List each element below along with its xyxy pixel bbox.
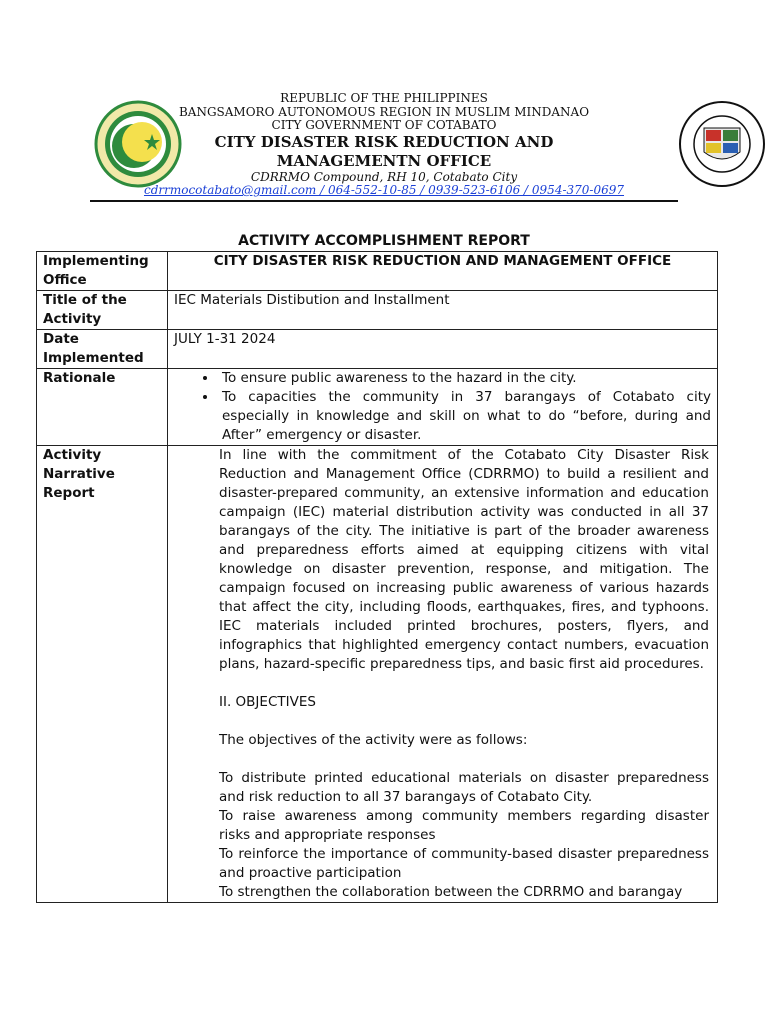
table-row — [37, 330, 718, 369]
list-item: • To ensure public awareness to the hazard in the city. — [218, 369, 711, 388]
label-text: Activity — [43, 311, 102, 327]
date-implemented-value: JULY 1-31 2024 — [168, 330, 718, 369]
objective-item: To distribute printed educational materials on disaster preparedness and risk reduction to all 37 barangays of Cotabato City. — [219, 770, 709, 805]
objectives-heading: II. OBJECTIVES — [219, 694, 316, 710]
letterhead-text — [140, 92, 628, 198]
table-row — [37, 369, 718, 446]
list-item: • To capacities the community in 37 barangays of Cotabato city especially in knowledge and skill on what to do “before, during and After” emergency or disaster. — [218, 388, 711, 445]
objective-item: To strengthen the collaboration between the CDRRMO and barangay — [219, 884, 683, 900]
office-address: CDRRMO Compound, RH 10, Cotabato City — [250, 169, 518, 184]
narrative-intro: In line with the commitment of the Cotabato City Disaster Risk Reduction and Management Office (CDRRMO) to build a resilient and disaster-prepared community, an extensive information and education campaign (IEC) material distribution activity was conducted in all 37 barangays of the city. The initiative is part of the broader awareness and preparedness efforts aimed at equipping citizens with vital knowledge on disaster prevention, response, and mitigation. The campaign focused on increasing public awareness of various hazards that affect the city, including floods, earthquakes, fires, and typhoons. IEC materials included printed brochures, posters, flyers, and infographics that highlighted emergency contact numbers, evacuation plans, hazard-specific preparedness tips, and basic first aid procedures. — [219, 447, 709, 672]
row-label — [37, 291, 168, 330]
country-line: REPUBLIC OF THE PHILIPPINES — [280, 91, 488, 105]
table-row — [37, 291, 718, 330]
implementing-office-value: CITY DISASTER RISK REDUCTION AND MANAGEMENT OFFICE — [168, 252, 718, 291]
row-label: Rationale — [37, 369, 168, 446]
report-title: ACTIVITY ACCOMPLISHMENT REPORT — [238, 233, 530, 249]
contact-link[interactable]: cdrrmocotabato@gmail.com / 064-552-10-85 / 0939-523-6106 / 0954-370-0697 — [143, 183, 625, 197]
narrative-value — [168, 446, 718, 903]
row-label — [37, 252, 168, 291]
label-text: Title of the — [43, 292, 127, 308]
office-name: CITY DISASTER RISK REDUCTION AND MANAGEMENTN OFFICE — [214, 132, 554, 170]
table-row — [37, 446, 718, 903]
narrative-body — [174, 446, 711, 902]
row-label — [37, 330, 168, 369]
row-label — [37, 446, 168, 903]
label-text: Date — [43, 331, 79, 347]
city-government-line: CITY GOVERNMENT OF COTABATO — [271, 118, 497, 132]
objective-item: To reinforce the importance of community-based disaster preparedness and proactive participation — [219, 846, 709, 881]
label-text: Activity — [43, 447, 102, 463]
label-text: Narrative — [43, 466, 115, 482]
activity-title-value: IEC Materials Distibution and Installment — [168, 291, 718, 330]
rationale-value — [168, 369, 718, 446]
objectives-intro: The objectives of the activity were as follows: — [219, 732, 528, 748]
report-table — [36, 251, 718, 903]
letterhead — [0, 91, 768, 197]
table-row — [37, 252, 718, 291]
label-text: Implementing — [43, 253, 149, 269]
header-divider — [90, 200, 678, 202]
region-line: BANGSAMORO AUTONOMOUS REGION IN MUSLIM MINDANAO — [178, 104, 590, 119]
cotabato-city-seal-icon — [678, 100, 766, 188]
rationale-list — [174, 369, 711, 445]
label-text: Implemented — [43, 350, 144, 366]
objective-item: To raise awareness among community members regarding disaster risks and appropriate responses — [219, 808, 709, 843]
label-text: Office — [43, 272, 87, 288]
label-text: Report — [43, 485, 95, 501]
